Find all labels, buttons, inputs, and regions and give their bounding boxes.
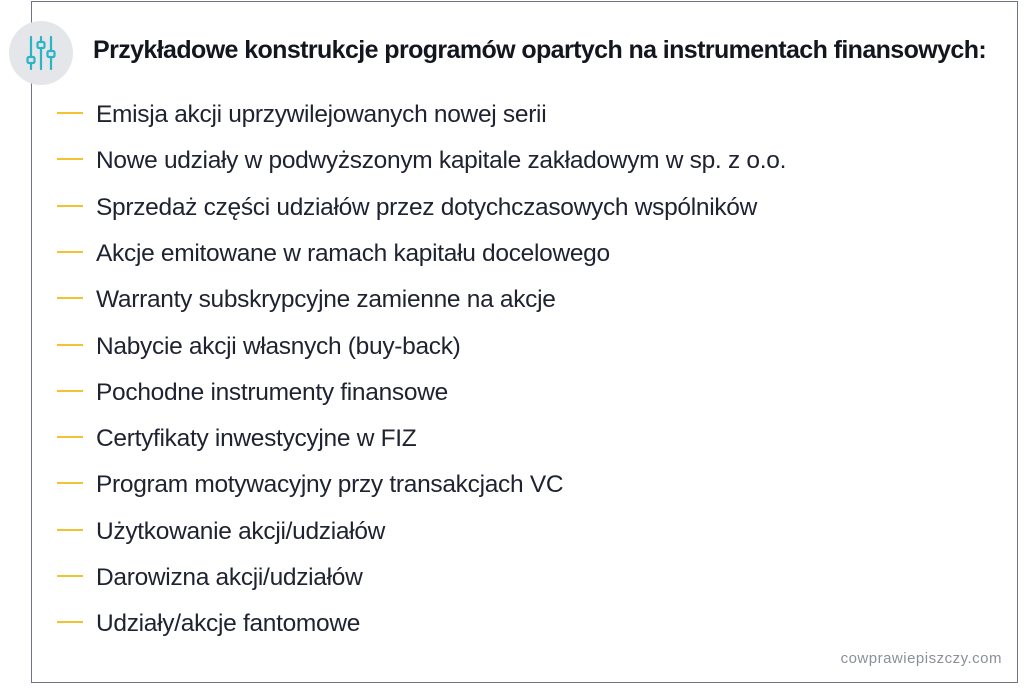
dash-bullet — [57, 251, 83, 253]
dash-bullet — [57, 529, 83, 531]
list-item — [57, 97, 546, 133]
sliders-icon-badge — [9, 21, 73, 85]
dash-bullet — [57, 621, 83, 623]
list-item — [57, 606, 360, 642]
list-item — [57, 467, 563, 503]
list-item-label: Akcje emitowane w ramach kapitału docelowego — [96, 239, 610, 267]
dash-bullet — [57, 482, 83, 484]
list-item-label: Pochodne instrumenty finansowe — [96, 378, 448, 406]
list-item — [57, 329, 461, 365]
list-item-label: Certyfikaty inwestycyjne w FIZ — [96, 425, 417, 453]
dash-bullet — [57, 112, 83, 114]
list-item — [57, 375, 448, 411]
list-item — [57, 190, 757, 226]
list-item — [57, 282, 556, 318]
watermark: cowprawiepiszczy.com — [840, 650, 1002, 667]
list-item-label: Udziały/akcje fantomowe — [96, 610, 361, 638]
list-item-label: Program motywacyjny przy transakcjach VC — [96, 471, 564, 499]
page-title: Przykładowe konstrukcje programów opartych na instrumentach finansowych: — [93, 36, 987, 64]
list-item-label: Darowizna akcji/udziałów — [96, 564, 363, 591]
list-item-label: Nowe udziały w podwyższonym kapitale zakładowym w sp. z o.o. — [96, 147, 787, 175]
dash-bullet — [57, 390, 83, 392]
list-item — [57, 421, 416, 457]
list-item-label: Sprzedaż części udziałów przez dotychczasowych wspólników — [96, 193, 758, 221]
dash-bullet — [57, 205, 83, 207]
list-item — [57, 236, 610, 272]
list-item — [57, 560, 363, 596]
list-item — [57, 514, 385, 550]
list-item-label: Użytkowanie akcji/udziałów — [96, 517, 386, 545]
list-item-label: Warranty subskrypcyjne zamienne na akcje — [96, 286, 556, 314]
list-item-label: Nabycie akcji własnych (buy-back) — [96, 332, 461, 360]
list-item-label: Emisja akcji uprzywilejowanych nowej serii — [96, 101, 547, 128]
list-item — [57, 143, 786, 179]
dash-bullet — [57, 158, 83, 160]
dash-bullet — [57, 436, 83, 438]
dash-bullet — [57, 575, 83, 577]
sliders-icon — [24, 34, 58, 72]
dash-bullet — [57, 344, 83, 346]
dash-bullet — [57, 297, 83, 299]
